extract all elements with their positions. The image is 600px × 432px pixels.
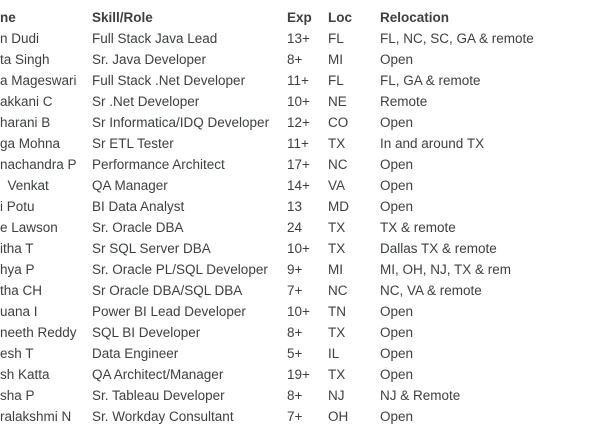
table-body bbox=[0, 28, 600, 427]
cell-loc: NC bbox=[328, 283, 348, 298]
cell-reloc: NC, VA & remote bbox=[380, 283, 482, 298]
cell-loc: OH bbox=[328, 409, 349, 424]
cell-loc: NE bbox=[328, 94, 347, 109]
cell-loc: TX bbox=[328, 136, 346, 151]
table-row bbox=[0, 91, 600, 112]
cell-name: harani B bbox=[0, 115, 51, 130]
cell-loc: TX bbox=[328, 325, 346, 340]
cell-reloc: Open bbox=[380, 178, 414, 193]
cell-exp: 10+ bbox=[287, 304, 310, 319]
cell-skill: Sr. Oracle DBA bbox=[92, 220, 184, 235]
cell-name: akkani C bbox=[0, 94, 53, 109]
cell-skill: Full Stack Java Lead bbox=[92, 31, 218, 46]
cell-reloc: Open bbox=[380, 157, 414, 172]
cell-loc: MI bbox=[328, 52, 343, 67]
cell-skill: Sr SQL Server DBA bbox=[92, 241, 211, 256]
cell-name: ga Mohna bbox=[0, 136, 61, 151]
cell-name: sha P bbox=[0, 388, 35, 403]
table-header-row bbox=[0, 7, 600, 28]
cell-loc: NC bbox=[328, 157, 348, 172]
cell-exp: 8+ bbox=[287, 325, 303, 340]
cell-exp: 17+ bbox=[287, 157, 310, 172]
cell-reloc: FL, GA & remote bbox=[380, 73, 481, 88]
cell-reloc: Open bbox=[380, 346, 414, 361]
table-row bbox=[0, 133, 600, 154]
table-row bbox=[0, 70, 600, 91]
cell-skill: Power BI Lead Developer bbox=[92, 304, 246, 319]
col-header-name: ne bbox=[0, 10, 16, 25]
table-row bbox=[0, 196, 600, 217]
cell-reloc: MI, OH, NJ, TX & rem bbox=[380, 262, 512, 277]
cell-loc: MD bbox=[328, 199, 349, 214]
cell-loc: MI bbox=[328, 262, 343, 277]
cell-skill: Full Stack .Net Developer bbox=[92, 73, 246, 88]
cell-skill: QA Manager bbox=[92, 178, 168, 193]
cell-name: a Mageswari bbox=[0, 73, 77, 88]
table-row bbox=[0, 112, 600, 133]
table-row bbox=[0, 322, 600, 343]
cell-reloc: Open bbox=[380, 115, 414, 130]
cell-exp: 10+ bbox=[287, 94, 310, 109]
cell-reloc: Dallas TX & remote bbox=[380, 241, 497, 256]
cell-skill: Sr ETL Tester bbox=[92, 136, 174, 151]
cell-loc: CO bbox=[328, 115, 349, 130]
cell-exp: 11+ bbox=[287, 136, 309, 151]
cell-name: tha CH bbox=[0, 283, 43, 298]
cell-loc: NJ bbox=[328, 388, 345, 403]
cell-reloc: Open bbox=[380, 367, 414, 382]
cell-skill: SQL BI Developer bbox=[92, 325, 201, 340]
cell-loc: TX bbox=[328, 241, 346, 256]
cell-skill: BI Data Analyst bbox=[92, 199, 185, 214]
cell-reloc: Open bbox=[380, 304, 414, 319]
cell-name: i Potu bbox=[0, 199, 35, 214]
cell-exp: 8+ bbox=[287, 52, 303, 67]
cell-name: ta Singh bbox=[0, 52, 50, 67]
table-row bbox=[0, 238, 600, 259]
cell-skill: Sr. Tableau Developer bbox=[92, 388, 225, 403]
cell-exp: 7+ bbox=[287, 409, 303, 424]
table-row bbox=[0, 385, 600, 406]
table-row bbox=[0, 343, 600, 364]
cell-exp: 5+ bbox=[287, 346, 303, 361]
cell-loc: TX bbox=[328, 367, 346, 382]
cell-name: uana I bbox=[0, 304, 38, 319]
cell-exp: 13 bbox=[287, 199, 303, 214]
cell-loc: FL bbox=[328, 73, 344, 88]
cell-reloc: NJ & Remote bbox=[380, 388, 461, 403]
table-row bbox=[0, 259, 600, 280]
cell-reloc: Open bbox=[380, 409, 414, 424]
cell-name: Venkat bbox=[0, 178, 49, 193]
cell-exp: 13+ bbox=[287, 31, 310, 46]
col-header-reloc: Relocation bbox=[380, 10, 450, 25]
cell-exp: 24 bbox=[287, 220, 303, 235]
cell-reloc: Open bbox=[380, 325, 414, 340]
table-row bbox=[0, 406, 600, 427]
cell-loc: TN bbox=[328, 304, 346, 319]
col-header-skill: Skill/Role bbox=[92, 10, 153, 25]
cell-reloc: Remote bbox=[380, 94, 428, 109]
cell-exp: 7+ bbox=[287, 283, 303, 298]
cell-name: nachandra P bbox=[0, 157, 77, 172]
cell-reloc: FL, NC, SC, GA & remote bbox=[380, 31, 534, 46]
cell-reloc: Open bbox=[380, 199, 414, 214]
cell-loc: VA bbox=[328, 178, 346, 193]
cell-exp: 9+ bbox=[287, 262, 303, 277]
cell-loc: FL bbox=[328, 31, 344, 46]
cell-skill: Sr .Net Developer bbox=[92, 94, 200, 109]
col-header-exp: Exp bbox=[287, 10, 312, 25]
cell-exp: 8+ bbox=[287, 388, 303, 403]
table-row bbox=[0, 28, 600, 49]
cell-skill: Data Engineer bbox=[92, 346, 179, 361]
cell-name: itha T bbox=[0, 241, 34, 256]
cell-loc: IL bbox=[328, 346, 340, 361]
cell-reloc: TX & remote bbox=[380, 220, 456, 235]
cell-skill: Sr. Java Developer bbox=[92, 52, 207, 67]
table-row bbox=[0, 154, 600, 175]
cell-name: sh Katta bbox=[0, 367, 50, 382]
table-row bbox=[0, 280, 600, 301]
cell-exp: 10+ bbox=[287, 241, 310, 256]
cell-skill: Performance Architect bbox=[92, 157, 225, 172]
table-row bbox=[0, 217, 600, 238]
cell-name: ralakshmi N bbox=[0, 409, 72, 424]
cell-name: e Lawson bbox=[0, 220, 58, 235]
table-row bbox=[0, 175, 600, 196]
cell-skill: Sr. Workday Consultant bbox=[92, 409, 234, 424]
cell-skill: QA Architect/Manager bbox=[92, 367, 224, 382]
cell-reloc: In and around TX bbox=[380, 136, 485, 151]
table-row bbox=[0, 301, 600, 322]
cell-skill: Sr. Oracle PL/SQL Developer bbox=[92, 262, 268, 277]
cell-name: hya P bbox=[0, 262, 35, 277]
cell-exp: 14+ bbox=[287, 178, 310, 193]
cell-reloc: Open bbox=[380, 52, 414, 67]
cell-exp: 19+ bbox=[287, 367, 310, 382]
cell-name: esh T bbox=[0, 346, 34, 361]
col-header-loc: Loc bbox=[328, 10, 353, 25]
cell-loc: TX bbox=[328, 220, 346, 235]
cell-exp: 12+ bbox=[287, 115, 310, 130]
cell-name: neeth Reddy bbox=[0, 325, 77, 340]
table-row bbox=[0, 49, 600, 70]
cell-name: n Dudi bbox=[0, 31, 40, 46]
cell-skill: Sr Oracle DBA/SQL DBA bbox=[92, 283, 243, 298]
table-row bbox=[0, 364, 600, 385]
cell-skill: Sr Informatica/IDQ Developer bbox=[92, 115, 270, 130]
cell-exp: 11+ bbox=[287, 73, 309, 88]
